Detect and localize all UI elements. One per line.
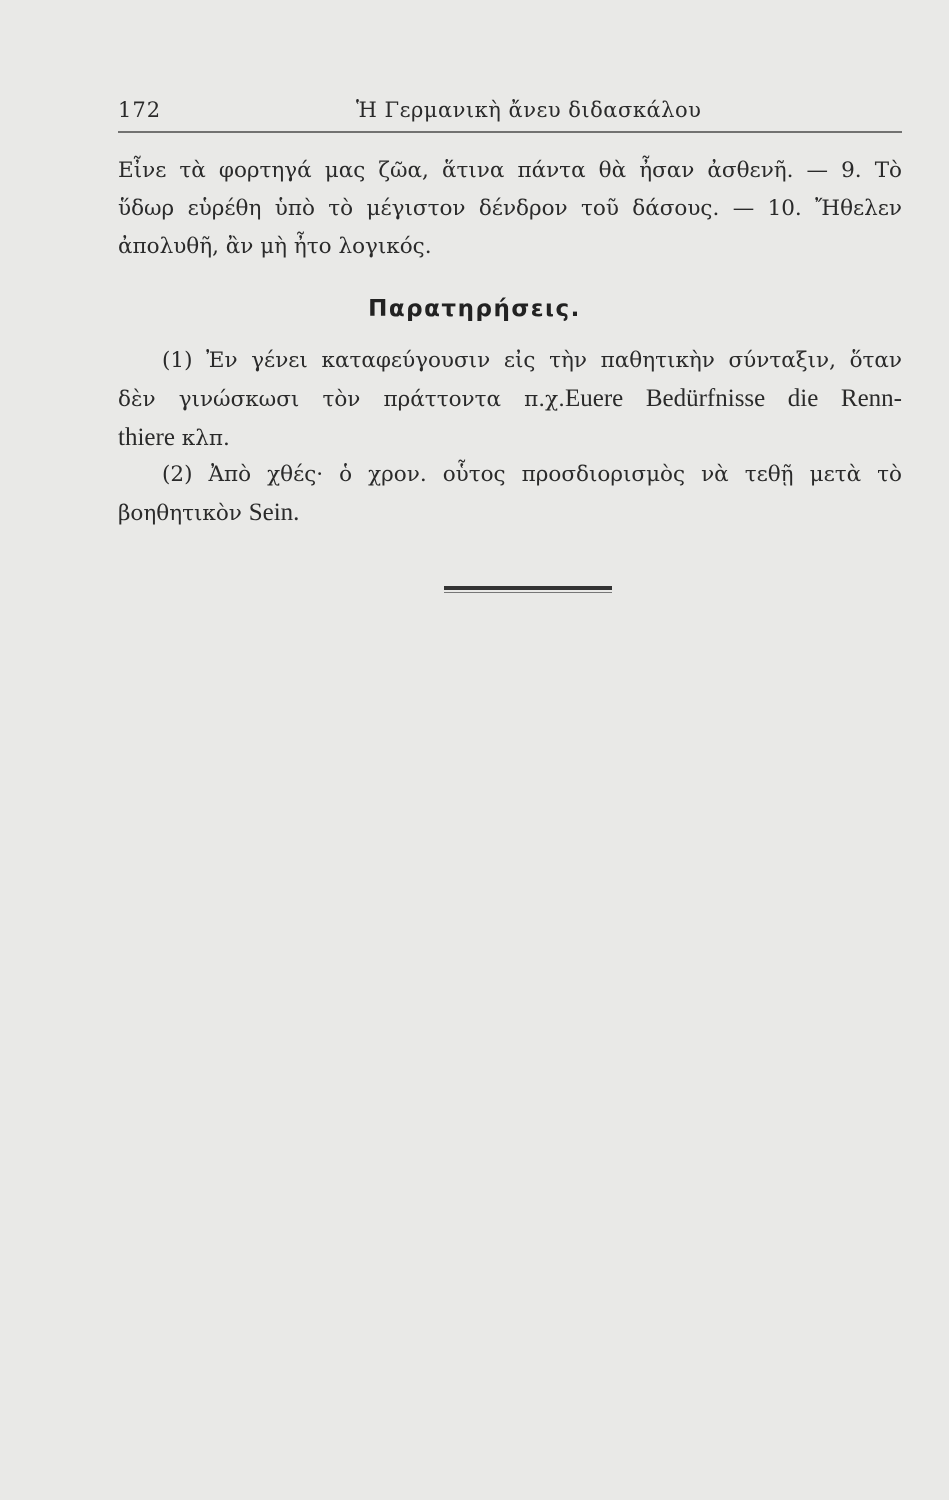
page-number: 172 <box>118 98 162 122</box>
note-greek-text: βοηθητικὸν <box>118 501 249 526</box>
running-title: Ἡ Γερμανικὴ ἄνευ διδασκάλου <box>356 98 702 122</box>
note-german-text: thiere <box>118 424 175 451</box>
end-rule-thin <box>444 592 612 593</box>
paragraph-line: ὕδωρ εὑρέθη ὑπὸ τὸ μέγιστον δένδρον τοῦ δάσους. — 10. Ἤθελεν <box>118 196 902 221</box>
note-1 <box>118 342 902 458</box>
note-german-text: Sein. <box>248 499 300 526</box>
note-greek-text: δὲν γινώσκωσι τὸν πράττοντα π.χ. <box>118 387 565 412</box>
paragraph-line: ἀπολυθῆ, ἂν μὴ ἦτο λογικός. <box>118 234 432 259</box>
exercise-paragraph <box>118 152 902 266</box>
note-line: (1) Ἐν γένει καταφεύγουσιν εἰς τὴν παθητικὴν σύνταξιν, ὅταν <box>162 348 902 373</box>
note-line <box>118 494 902 533</box>
page-header <box>118 98 902 128</box>
section-heading: Παρατηρήσεις. <box>368 296 581 322</box>
note-line: (2) Ἀπὸ χθές· ὁ χρον. οὗτος προσδιορισμὸς νὰ τεθῇ μετὰ τὸ <box>162 462 902 487</box>
end-rule <box>444 586 612 590</box>
note-greek-text: κλπ. <box>174 426 230 451</box>
note-line <box>118 419 902 458</box>
paragraph-line: Εἶνε τὰ φορτηγά μας ζῶα, ἅτινα πάντα θὰ ἦσαν ἀσθενῆ. — 9. Τὸ <box>118 158 902 183</box>
note-german-text: Euere Bedürfnisse die Renn- <box>564 385 902 412</box>
note-line <box>118 380 902 419</box>
note-2 <box>118 456 902 533</box>
header-rule <box>118 131 902 136</box>
